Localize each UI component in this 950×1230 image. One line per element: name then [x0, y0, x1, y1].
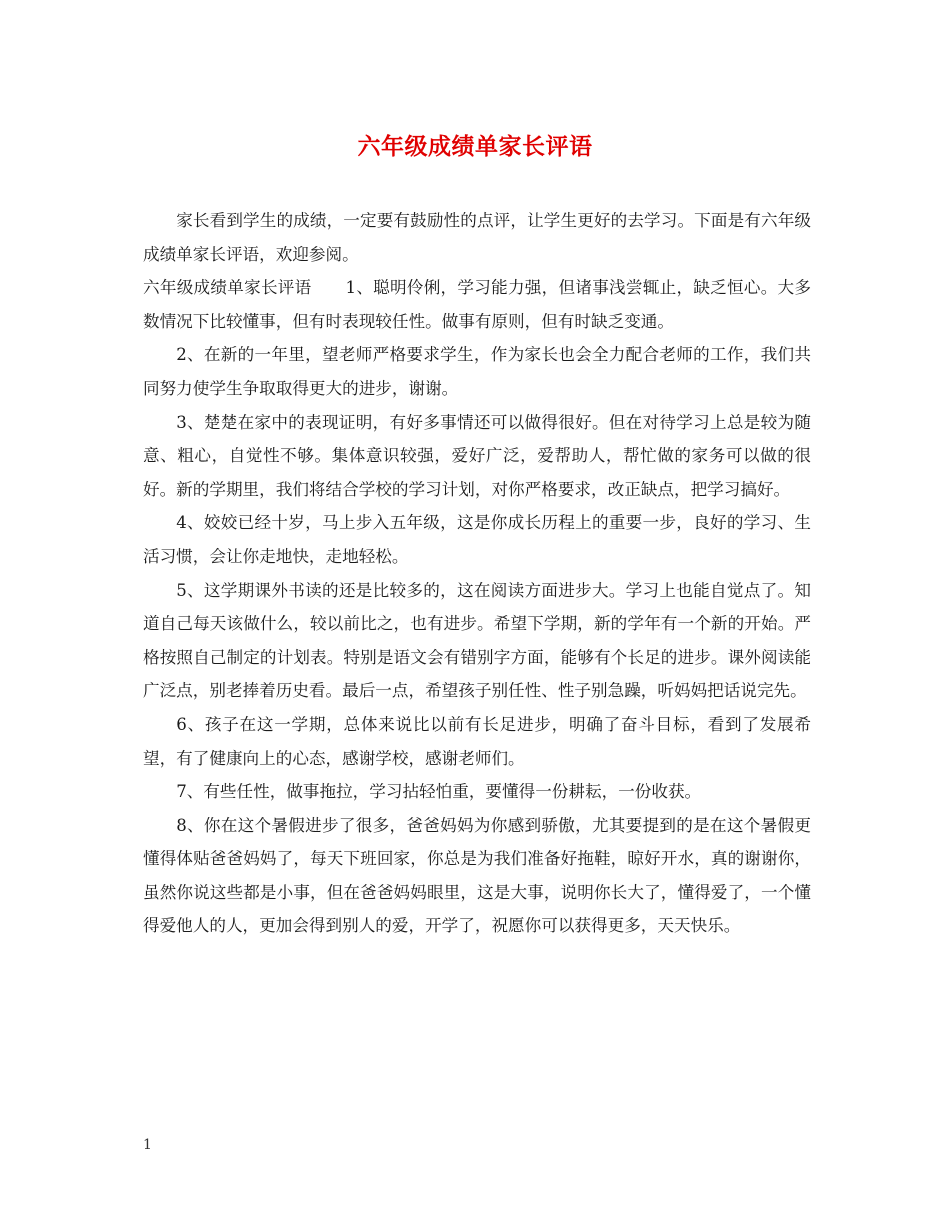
document-body	[143, 204, 811, 943]
section-heading-paragraph	[143, 271, 811, 338]
comment-item-2: 2、在新的一年里，望老师严格要求学生，作为家长也会全力配合老师的工作，我们共同努力使学生争取取得更大的进步，谢谢。	[143, 345, 811, 398]
comment-item-5: 5、这学期课外书读的还是比较多的，这在阅读方面进步大。学习上也能自觉点了。知道自己每天该做什么，较以前比之，也有进步。希望下学期，新的学年有一个新的开始。严格按照自己制定的计划表。特别是语文会有错别字方面，能够有个长足的进步。课外阅读能广泛点，别老捧着历史看。最后一点，希望孩子别任性、性子别急躁，听妈妈把话说完先。	[143, 580, 811, 701]
comment-item-8: 8、你在这个暑假进步了很多，爸爸妈妈为你感到骄傲，尤其要提到的是在这个暑假更懂得体贴爸爸妈妈了，每天下班回家，你总是为我们准备好拖鞋，晾好开水，真的谢谢你，虽然你说这些都是小事，但在爸爸妈妈眼里，这是大事，说明你长大了，懂得爱了，一个懂得爱他人的人，更加会得到别人的爱，开学了，祝愿你可以获得更多，天天快乐。	[143, 815, 811, 936]
document-title: 六年级成绩单家长评语	[357, 133, 593, 160]
comment-item-6: 6、孩子在这一学期，总体来说比以前有长足进步，明确了奋斗目标，看到了发展希望，有了健康向上的心态，感谢学校，感谢老师们。	[143, 714, 811, 768]
comment-item-4: 4、姣姣已经十岁，马上步入五年级，这是你成长历程上的重要一步，良好的学习、生活习惯，会让你走地快，走地轻松。	[143, 513, 811, 566]
comment-item-7: 7、有些任性，做事拖拉，学习拈轻怕重，要懂得一份耕耘，一份收获。	[176, 782, 702, 802]
intro-paragraph: 家长看到学生的成绩，一定要有鼓励性的点评，让学生更好的去学习。下面是有六年级成绩单家长评语，欢迎参阅。	[143, 211, 811, 264]
comment-item-1: 1、聪明伶俐，学习能力强，但诸事浅尝辄止，缺乏恒心。大多数情况下比较懂事，但有时表现较任性。做事有原则，但有时缺乏变通。	[143, 278, 811, 331]
page-number: 1	[143, 1137, 152, 1153]
comment-item-3: 3、楚楚在家中的表现证明，有好多事情还可以做得很好。但在对待学习上总是较为随意、粗心，自觉性不够。集体意识较强，爱好广泛，爱帮助人，帮忙做的家务可以做的很好。新的学期里，我们将结合学校的学习计划，对你严格要求，改正缺点，把学习搞好。	[143, 412, 811, 499]
section-heading: 六年级成绩单家长评语	[143, 278, 312, 298]
